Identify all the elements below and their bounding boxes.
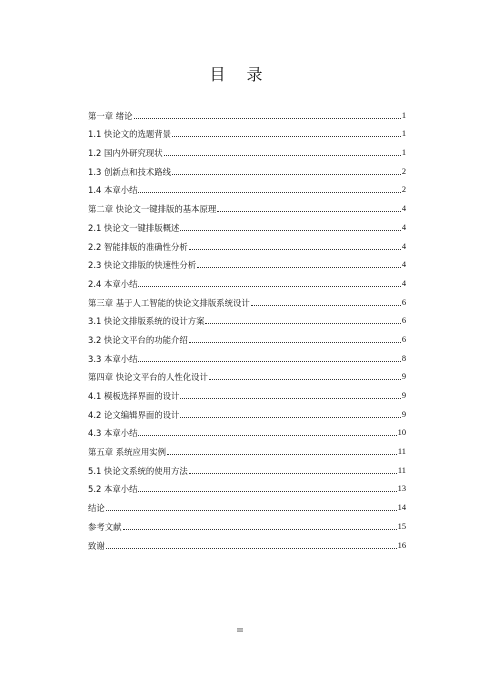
- toc-entry-label: 5.1 快论文系统的使用方法: [88, 465, 188, 476]
- toc-entry-page: 8: [401, 353, 406, 363]
- toc-entry[interactable]: [88, 308, 406, 327]
- toc-leader-dots: [106, 548, 397, 549]
- toc-entry-page: 2: [401, 166, 406, 176]
- toc-entry-label: 1.4 本章小结: [88, 185, 138, 196]
- toc-entry[interactable]: [88, 270, 406, 289]
- toc-leader-dots: [189, 249, 401, 250]
- toc-leader-dots: [172, 136, 401, 137]
- toc-entry-page: 4: [401, 222, 406, 232]
- page-title: 目 录: [209, 65, 271, 84]
- toc-entry-page: 11: [397, 447, 406, 457]
- toc-leader-dots: [180, 398, 400, 399]
- toc-entry[interactable]: [88, 139, 406, 158]
- toc-leader-dots: [138, 491, 396, 492]
- toc-entry[interactable]: [88, 121, 406, 140]
- toc-leader-dots: [180, 230, 400, 231]
- toc-leader-dots: [197, 267, 401, 268]
- toc-entry[interactable]: [88, 233, 406, 252]
- toc-entry[interactable]: [88, 420, 406, 439]
- toc-entry-label: 第二章 快论文一键排版的基本原理: [88, 204, 217, 215]
- toc-entry[interactable]: [88, 364, 406, 383]
- toc-entry[interactable]: [88, 158, 406, 177]
- toc-entry-label: 第一章 绪论: [88, 110, 133, 121]
- toc-entry-label: 参考文献: [88, 521, 122, 532]
- page-number-footer: III: [237, 628, 243, 634]
- toc-entry[interactable]: [88, 177, 406, 196]
- toc-entry-page: 10: [397, 428, 406, 438]
- toc-entry-label: 1.1 快论文的选题背景: [88, 129, 171, 140]
- toc-entry-label: 3.3 本章小结: [88, 353, 138, 364]
- toc-entry-label: 2.3 快论文排版的快速性分析: [88, 260, 197, 271]
- toc-entry-page: 4: [401, 204, 406, 214]
- toc-leader-dots: [138, 286, 400, 287]
- toc-entry-label: 1.2 国内外研究现状: [88, 148, 163, 159]
- toc-entry-label: 2.2 智能排版的准确性分析: [88, 241, 188, 252]
- toc-entry-page: 14: [397, 503, 406, 513]
- toc-entry[interactable]: [88, 252, 406, 271]
- toc-leader-dots: [189, 342, 401, 343]
- toc-entry-label: 4.2 论文编辑界面的设计: [88, 409, 180, 420]
- toc-entry-label: 结论: [88, 503, 105, 514]
- toc-leader-dots: [138, 361, 400, 362]
- toc-entry[interactable]: [88, 195, 406, 214]
- toc-entry[interactable]: [88, 289, 406, 308]
- toc-entry-page: 6: [401, 334, 406, 344]
- toc-entry-page: 9: [401, 409, 406, 419]
- toc-entry-page: 1: [401, 129, 406, 139]
- toc-entry-label: 第四章 快论文平台的人性化设计: [88, 372, 208, 383]
- toc-leader-dots: [217, 211, 401, 212]
- toc-entry-page: 2: [401, 185, 406, 195]
- toc-leader-dots: [209, 379, 401, 380]
- toc-leader-dots: [172, 174, 401, 175]
- toc-entry[interactable]: [88, 476, 406, 495]
- toc-entry[interactable]: [88, 326, 406, 345]
- toc-entry-page: 1: [401, 110, 406, 120]
- toc-leader-dots: [134, 118, 401, 119]
- toc-entry[interactable]: [88, 401, 406, 420]
- toc-leader-dots: [138, 192, 400, 193]
- toc-entry-page: 13: [397, 484, 406, 494]
- toc-entry-label: 4.1 模板选择界面的设计: [88, 391, 180, 401]
- toc-entry-page: 9: [401, 372, 406, 382]
- table-of-contents: [88, 102, 406, 551]
- toc-entry-page: 9: [401, 391, 406, 400]
- toc-entry-label: 3.2 快论文平台的功能介绍: [88, 334, 188, 345]
- toc-entry[interactable]: [88, 457, 406, 476]
- toc-leader-dots: [167, 454, 397, 455]
- toc-entry-page: 1: [401, 148, 406, 158]
- toc-entry-label: 3.1 快论文排版系统的设计方案: [88, 316, 205, 327]
- toc-entry-label: 第五章 系统应用实例: [88, 447, 167, 458]
- toc-entry-page: 15: [397, 521, 406, 531]
- toc-entry-label: 1.3 创新点和技术路线: [88, 166, 171, 177]
- toc-leader-dots: [123, 529, 397, 530]
- toc-entry-page: 6: [401, 316, 406, 326]
- toc-entry[interactable]: [88, 382, 406, 401]
- toc-entry[interactable]: [88, 494, 406, 513]
- toc-entry-page: 16: [397, 540, 406, 550]
- toc-entry[interactable]: [88, 214, 406, 233]
- toc-entry-label: 2.4 本章小结: [88, 278, 138, 289]
- toc-entry-label: 5.2 本章小结: [88, 484, 138, 495]
- toc-entry-label: 2.1 快论文一键排版概述: [88, 222, 180, 233]
- toc-entry[interactable]: [88, 438, 406, 457]
- toc-entry-label: 第三章 基于人工智能的快论文排版系统设计: [88, 297, 250, 308]
- toc-entry-page: 11: [397, 465, 406, 475]
- toc-leader-dots: [106, 510, 397, 511]
- toc-leader-dots: [251, 305, 401, 306]
- toc-entry-page: 4: [401, 241, 406, 251]
- toc-entry[interactable]: [88, 102, 406, 121]
- toc-entry[interactable]: [88, 513, 406, 532]
- toc-entry-page: 4: [401, 260, 406, 270]
- toc-entry[interactable]: [88, 532, 406, 551]
- toc-entry-page: 4: [401, 278, 406, 288]
- toc-leader-dots: [164, 155, 401, 156]
- toc-entry-page: 6: [401, 297, 406, 307]
- toc-entry-label: 致谢: [88, 540, 105, 551]
- toc-leader-dots: [205, 323, 400, 324]
- toc-leader-dots: [189, 473, 397, 474]
- toc-leader-dots: [138, 435, 396, 436]
- toc-leader-dots: [180, 417, 400, 418]
- toc-entry-label: 4.3 本章小结: [88, 428, 138, 439]
- toc-entry[interactable]: [88, 345, 406, 364]
